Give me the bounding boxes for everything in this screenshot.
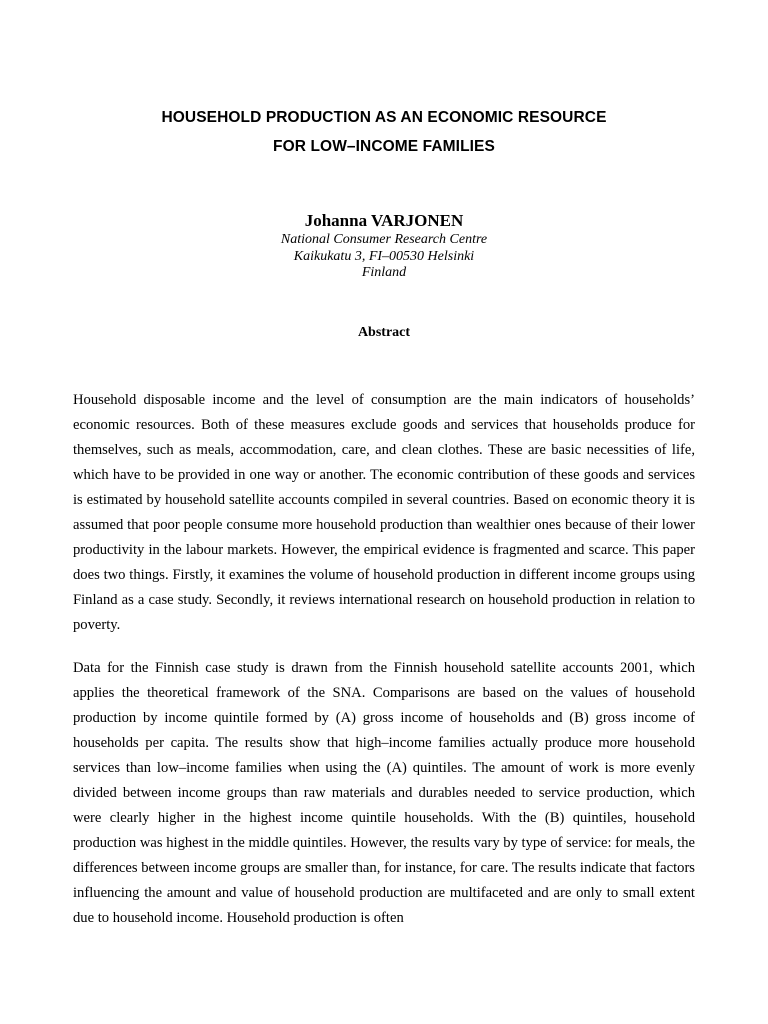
- abstract-heading: Abstract: [357, 325, 411, 340]
- author-institution: National Consumer Research Centre: [280, 232, 488, 247]
- abstract-paragraph-2: Data for the Finnish case study is drawn from the Finnish household satellite accounts 2001, which applies the theoretical framework of the SNA. Comparisons are based on the values of household production by income quintile formed by (A) gross income of households and (B) gross income of households per capita. The results show that high–income families actually produce more household services than low–income families when using the (A) quintiles. The amount of work is more evenly divided between income groups than raw materials and durables needed to service production, which were clearly higher in the highest income quintile households. With the (B) quintiles, household production was highest in the middle quintiles. However, the results vary by type of service: for meals, the differences between income groups are smaller than, for instance, for care. The results indicate that factors influencing the amount and value of household production are multifaceted and are only to small extent due to household income. Household production is often: [73, 660, 695, 926]
- author-country: Finland: [361, 265, 407, 280]
- author-address: Kaikukatu 3, FI–00530 Helsinki: [293, 248, 475, 264]
- paper-title-line-2: FOR LOW–INCOME FAMILIES: [273, 138, 495, 155]
- abstract-paragraph-1: Household disposable income and the level of consumption are the main indicators of households’ economic resources. Both of these measures exclude goods and services that households produce for themselves, such as meals, accommodation, care, and clean clothes. These are basic necessities of life, which have to be provided in one way or another. The economic contribution of these goods and services is estimated by household satellite accounts compiled in several countries. Based on economic theory it is assumed that poor people consume more household production than wealthier ones because of their lower productivity in the labour markets. However, the empirical evidence is fragmented and scarce. This paper does two things. Firstly, it examines the volume of household production in different income groups using Finland as a case study. Secondly, it reviews international research on household production in relation to poverty.: [73, 392, 695, 633]
- author-block: [0, 210, 768, 282]
- author-name: Johanna VARJONEN: [304, 211, 464, 230]
- paper-title-line-1: HOUSEHOLD PRODUCTION AS AN ECONOMIC RESOURCE: [161, 109, 607, 126]
